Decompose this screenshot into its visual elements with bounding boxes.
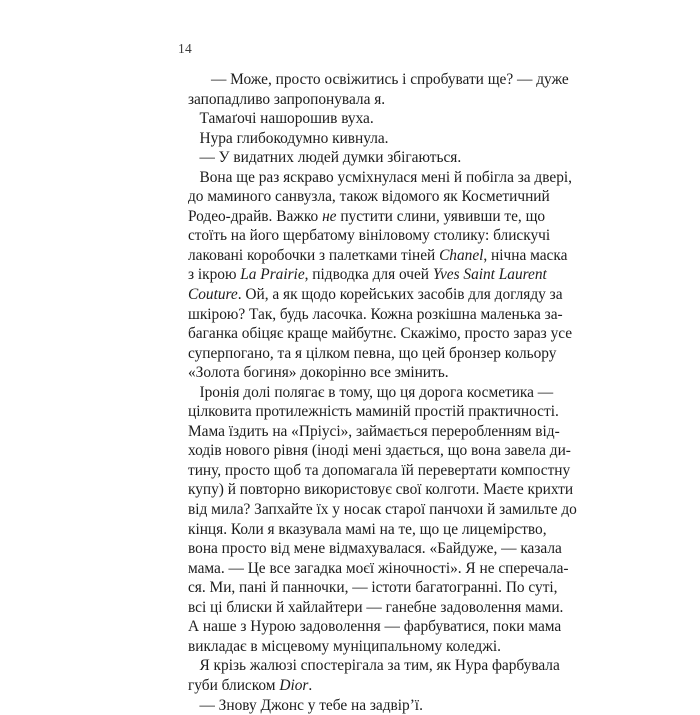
- italic-phrase: не: [322, 208, 336, 225]
- text-run: . Ой, а як щодо корейських засобів для догляду за: [238, 286, 563, 303]
- text-line: [188, 441, 524, 461]
- text-run: , підводка для очей: [305, 266, 433, 283]
- text-run: шкірою? Так, будь ласочка. Кожна розкішна маленька за-: [188, 306, 563, 323]
- text-run: , нічна маска: [483, 247, 567, 264]
- text-run: викладає в місцевому муніципальному коледжі.: [188, 638, 501, 655]
- text-line: [188, 363, 524, 383]
- page-number: 14: [178, 41, 192, 57]
- text-run: Родео-драйв. Важко: [188, 208, 322, 225]
- text-line: [188, 539, 524, 559]
- text-line: [188, 129, 524, 149]
- italic-phrase: Couture: [188, 286, 238, 303]
- text-run: Я крізь жалюзі спостерігала за тим, як Нура фарбувала: [188, 657, 560, 674]
- text-line: [188, 617, 524, 637]
- text-line: [188, 70, 524, 90]
- text-run: «Золота богиня» докорінно все змінить.: [188, 364, 449, 381]
- text-line: [188, 246, 524, 266]
- text-run: Вона ще раз яскраво усміхнулася мені й побігла за двері,: [188, 169, 572, 186]
- italic-phrase: La Prairie: [240, 266, 304, 283]
- text-run: до маминого санвузла, також відомого як Косметичний: [188, 188, 550, 205]
- text-run: — Може, просто освіжитись і спробувати ще? — дуже: [188, 71, 569, 88]
- text-line: [188, 402, 524, 422]
- text-line: [188, 461, 524, 481]
- text-line: [188, 578, 524, 598]
- text-run: — У видатних людей думки збігаються.: [188, 149, 461, 166]
- text-line: [188, 324, 524, 344]
- text-line: [188, 598, 524, 618]
- text-line: [188, 168, 524, 188]
- text-run: купу) й повторно використовує свої колготи. Маєте крихти: [188, 481, 573, 498]
- text-run: Тамаґочі нашорошив вуха.: [188, 110, 374, 127]
- text-line: [188, 344, 524, 364]
- text-line: [188, 637, 524, 657]
- text-run: від мила? Запхайте їх у носак старої панчохи й замильте до: [188, 501, 577, 518]
- text-run: губи блиском: [188, 677, 279, 694]
- text-line: [188, 148, 524, 168]
- text-line: [188, 90, 524, 110]
- text-run: мама. — Це все загадка моєї жіночності». Я не сперечала-: [188, 560, 569, 577]
- body-text: [188, 70, 524, 715]
- text-run: вона просто від мене відмахувалася. «Байдуже, — казала: [188, 540, 562, 557]
- text-run: всі ці блиски й хайлайтери — ганебне задоволення мами.: [188, 599, 563, 616]
- text-line: [188, 422, 524, 442]
- text-run: А наше з Нурою задоволення — фарбуватися, поки мама: [188, 618, 561, 635]
- text-run: кінця. Коли я вказувала мамі на те, що це лицемірство,: [188, 521, 547, 538]
- text-run: стоїть на його щербатому вініловому столику: блискучі: [188, 227, 550, 244]
- text-run: запопадливо запропонувала я.: [188, 91, 385, 108]
- text-run: пустити слини, уявивши те, що: [337, 208, 546, 225]
- text-run: суперпогано, та я цілком певна, що цей бронзер кольору: [188, 345, 556, 362]
- text-run: баганка обіцяє краще майбутнє. Скажімо, просто зараз усе: [188, 325, 572, 342]
- text-line: [188, 305, 524, 325]
- text-line: [188, 226, 524, 246]
- text-line: [188, 285, 524, 305]
- text-line: [188, 520, 524, 540]
- text-run: Мама їздить на «Пріусі», займається переробленням від-: [188, 423, 560, 440]
- text-run: з ікрою: [188, 266, 240, 283]
- italic-phrase: Yves Saint Laurent: [433, 266, 547, 283]
- text-run: — Знову Джонс у тебе на задвір’ї.: [188, 697, 423, 714]
- text-line: [188, 383, 524, 403]
- text-run: Іронія долі полягає в тому, що ця дорога косметика —: [188, 384, 553, 401]
- text-line: [188, 656, 524, 676]
- text-line: [188, 187, 524, 207]
- text-run: Нура глибокодумно кивнула.: [188, 130, 389, 147]
- text-run: .: [308, 677, 312, 694]
- text-line: [188, 559, 524, 579]
- text-line: [188, 207, 524, 227]
- text-line: [188, 676, 524, 696]
- text-line: [188, 265, 524, 285]
- text-line: [188, 109, 524, 129]
- text-line: [188, 500, 524, 520]
- text-run: лаковані коробочки з палетками тіней: [188, 247, 439, 264]
- italic-phrase: Dior: [279, 677, 308, 694]
- text-run: ходів нового рівня (іноді мені здається, що вона завела ди-: [188, 442, 571, 459]
- text-run: тину, просто щоб та допомагала їй перевертати компостну: [188, 462, 570, 479]
- text-run: цілковита протилежність маминій простій практичності.: [188, 403, 559, 420]
- text-line: [188, 480, 524, 500]
- text-line: [188, 696, 524, 715]
- text-run: ся. Ми, пані й панночки, — істоти багатогранні. По суті,: [188, 579, 558, 596]
- italic-phrase: Chanel: [439, 247, 483, 264]
